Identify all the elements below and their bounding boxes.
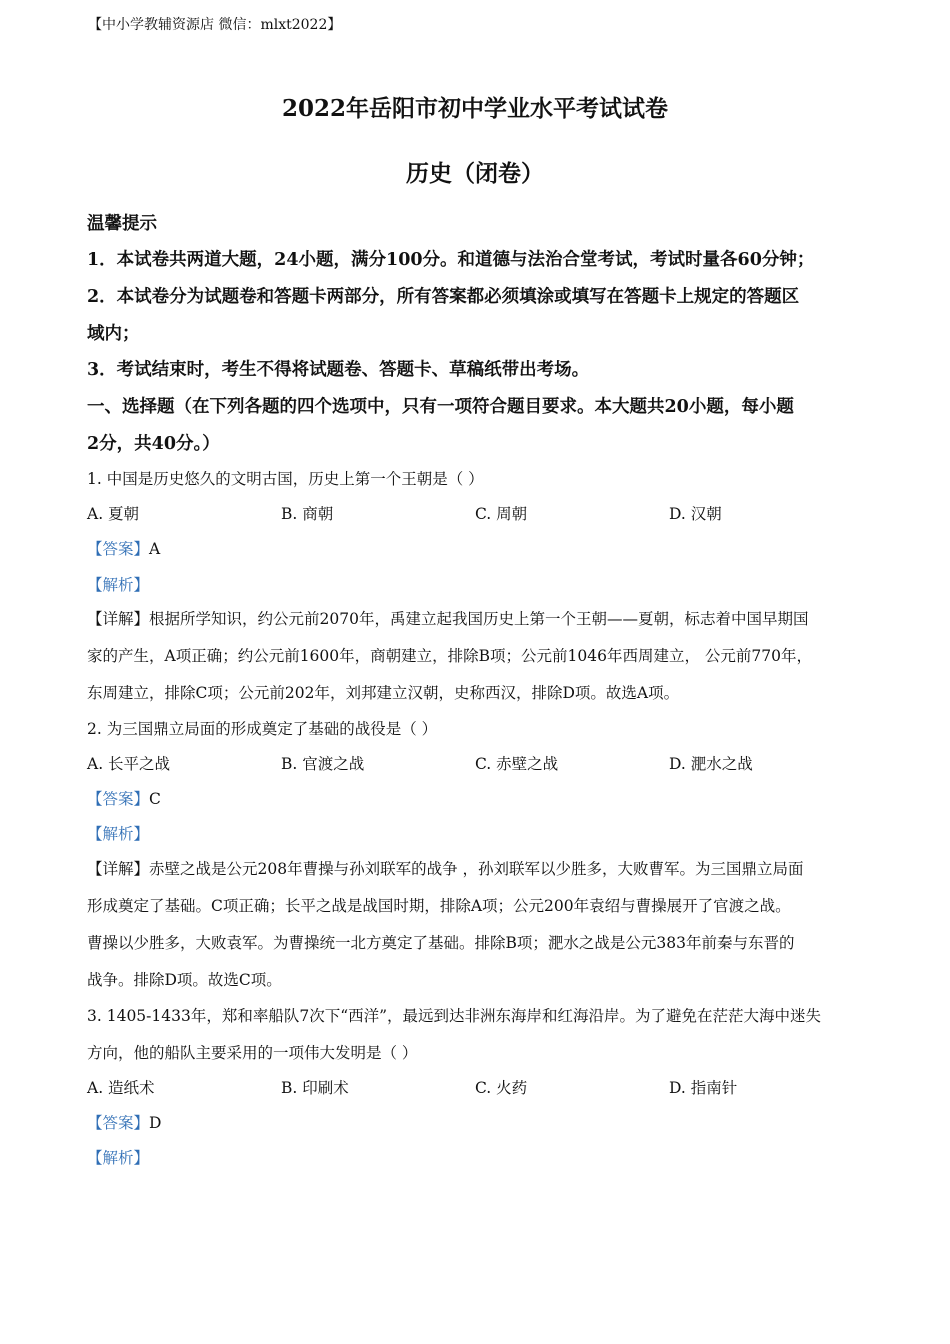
detail-tag: 【详解】 [87,610,150,628]
question-stem: 2. 为三国鼎立局面的形成奠定了基础的战役是（ ） [87,720,438,738]
answer-tag: 【答案】 [87,1114,150,1132]
option-d: D. 汉朝 [669,505,722,523]
detail-text: 赤壁之战是公元208年曹操与孙刘联军的战争 ，孙刘联军以少胜多，大败曹军。为三国鼎立局面 [149,860,804,878]
answer-line [87,787,161,809]
option-c: C. 赤壁之战 [475,755,559,773]
section-heading: 一、选择题（在下列各题的四个选项中，只有一项符合题目要求。本大题共20小题，每小题 [87,397,794,417]
analysis-tag: 【解析】 [87,576,150,594]
option-d: D. 淝水之战 [669,755,753,773]
detail-line [87,607,808,629]
answer-tag: 【答案】 [87,790,150,808]
analysis-tag: 【解析】 [87,825,150,843]
option-b: B. 印刷术 [281,1079,349,1097]
answer-line [87,1111,161,1133]
answer-tag: 【答案】 [87,540,150,558]
answer-value: C [149,790,161,808]
exam-title: 2022年岳阳市初中学业水平考试试卷 [281,95,668,122]
option-d: D. 指南针 [669,1079,738,1097]
option-a: A. 长平之战 [87,755,171,773]
option-a: A. 夏朝 [87,505,140,523]
tips-heading: 温馨提示 [87,214,157,234]
answer-value: A [149,540,161,558]
answer-value: D [149,1114,162,1132]
detail-line: 东周建立，排除C项；公元前202年，刘邦建立汉朝，史称西汉，排除D项。故选A项。 [87,684,680,702]
section-heading-cont: 2分，共40分。） [87,434,220,454]
tip-item: 域内； [87,324,140,344]
question-stem-cont: 方向，他的船队主要采用的一项伟大发明是（ ） [87,1044,418,1062]
option-b: B. 官渡之战 [281,755,365,773]
header-note: 【中小学教辅资源店 微信：mlxt2022】 [88,17,342,33]
option-b: B. 商朝 [281,505,334,523]
option-c: C. 火药 [475,1079,528,1097]
question-stem: 1. 中国是历史悠久的文明古国，历史上第一个王朝是（ ） [87,470,484,488]
option-c: C. 周朝 [475,505,528,523]
option-a: A. 造纸术 [87,1079,155,1097]
analysis-tag: 【解析】 [87,1149,150,1167]
detail-line: 家的产生，A项正确；约公元前1600年，商朝建立，排除B项；公元前1046年西周建立， 公元前770年， [87,647,812,665]
detail-line [87,857,804,879]
detail-line: 曹操以少胜多，大败袁军。为曹操统一北方奠定了基础。排除B项；淝水之战是公元383年前秦与东晋的 [87,934,795,952]
answer-line [87,537,160,559]
detail-tag: 【详解】 [87,860,150,878]
detail-line: 形成奠定了基础。C项正确；长平之战是战国时期，排除A项；公元200年袁绍与曹操展开了官渡之战。 [87,897,791,915]
tip-item: 3．考试结束时，考生不得将试题卷、答题卡、草稿纸带出考场。 [87,360,590,380]
tip-item: 1．本试卷共两道大题，24小题，满分100分。和道德与法治合堂考试，考试时量各60分钟； [87,250,815,270]
tip-item: 2．本试卷分为试题卷和答题卡两部分，所有答案都必须填涂或填写在答题卡上规定的答题区 [87,287,800,307]
question-stem: 3. 1405-1433年，郑和率船队7次下“西洋”，最远到达非洲东海岸和红海沿岸。为了避免在茫茫大海中迷失 [87,1007,822,1025]
exam-subtitle: 历史（闭卷） [406,160,544,187]
detail-text: 根据所学知识，约公元前2070年，禹建立起我国历史上第一个王朝——夏朝，标志着中国早期国 [149,610,809,628]
detail-line: 战争。排除D项。故选C项。 [87,971,282,989]
